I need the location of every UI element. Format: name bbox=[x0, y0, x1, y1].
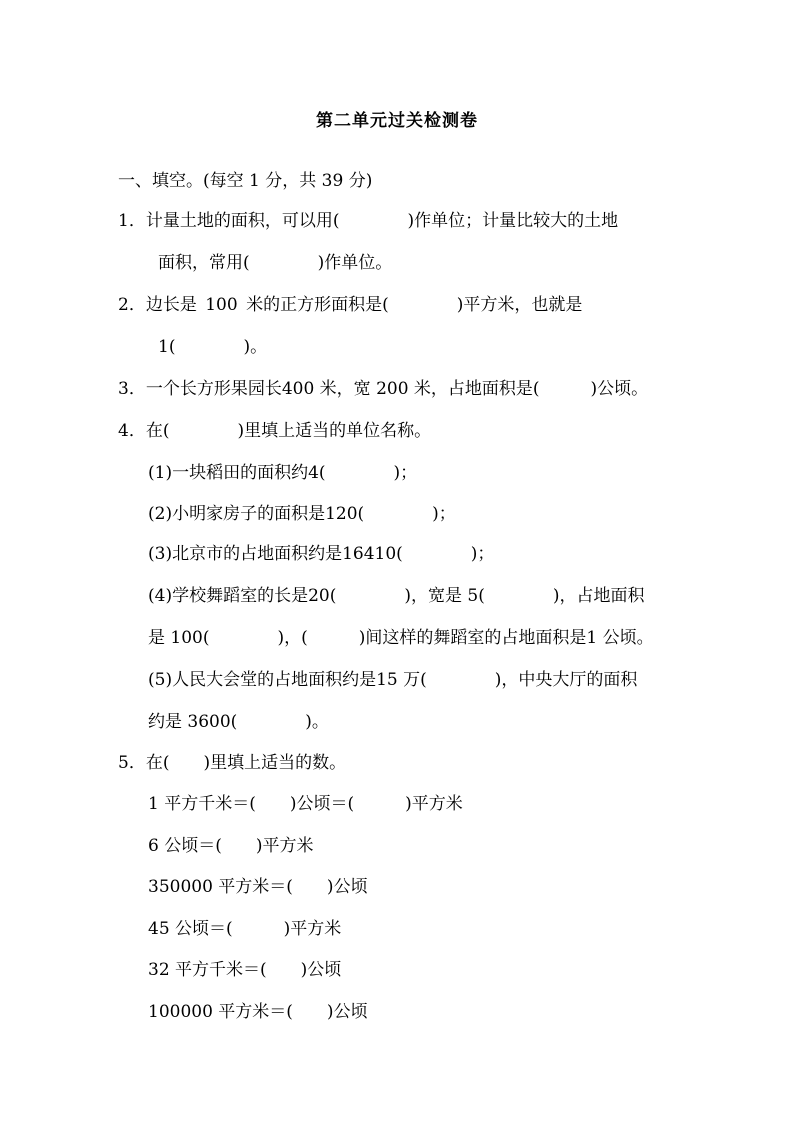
question-4-sub-2: (2)小明家房子的面积是120( )； bbox=[148, 504, 456, 524]
question-4-sub-1: (1)一块稻田的面积约4( )； bbox=[148, 463, 418, 483]
page-title: 第二单元过关检测卷 bbox=[316, 111, 478, 131]
section-heading: 一、填空。(每空 1 分，共 39 分) bbox=[118, 171, 373, 191]
conversion-item-1: 1 平方千米＝( )公顷＝( )平方米 bbox=[148, 794, 463, 814]
question-1-line-2: 面积，常用( )作单位。 bbox=[158, 253, 393, 273]
question-3: 3．一个长方形果园长400 米，宽 200 米，占地面积是( )公顷。 bbox=[118, 379, 649, 399]
question-2-line-2: 1( )。 bbox=[158, 337, 268, 357]
conversion-item-4: 45 公顷＝( )平方米 bbox=[148, 919, 342, 939]
question-4-sub-3: (3)北京市的占地面积约是16410( )； bbox=[148, 544, 495, 564]
question-4-sub-4-line-1: (4)学校舞蹈室的长是20( )，宽是 5( )，占地面积 bbox=[148, 586, 645, 606]
question-4-sub-5-line-1: (5)人民大会堂的占地面积约是15 万( )，中央大厅的面积 bbox=[148, 670, 638, 690]
conversion-item-2: 6 公顷＝( )平方米 bbox=[148, 836, 314, 856]
conversion-item-3: 350000 平方米＝( )公顷 bbox=[148, 877, 368, 897]
conversion-item-5: 32 平方千米＝( )公顷 bbox=[148, 960, 342, 980]
question-4-sub-4-line-2: 是 100( )，( )间这样的舞蹈室的占地面积是1 公顷。 bbox=[148, 628, 654, 648]
question-4-sub-5-line-2: 约是 3600( )。 bbox=[148, 712, 329, 732]
question-4-stem: 4．在( )里填上适当的单位名称。 bbox=[118, 421, 432, 441]
question-5-stem: 5．在( )里填上适当的数。 bbox=[118, 753, 347, 773]
question-2-line-1: 2．边长是 100 米的正方形面积是( )平方米，也就是 bbox=[118, 295, 583, 315]
conversion-item-6: 100000 平方米＝( )公顷 bbox=[148, 1002, 368, 1022]
question-1-line-1: 1．计量土地的面积，可以用( )作单位；计量比较大的土地 bbox=[118, 211, 619, 231]
